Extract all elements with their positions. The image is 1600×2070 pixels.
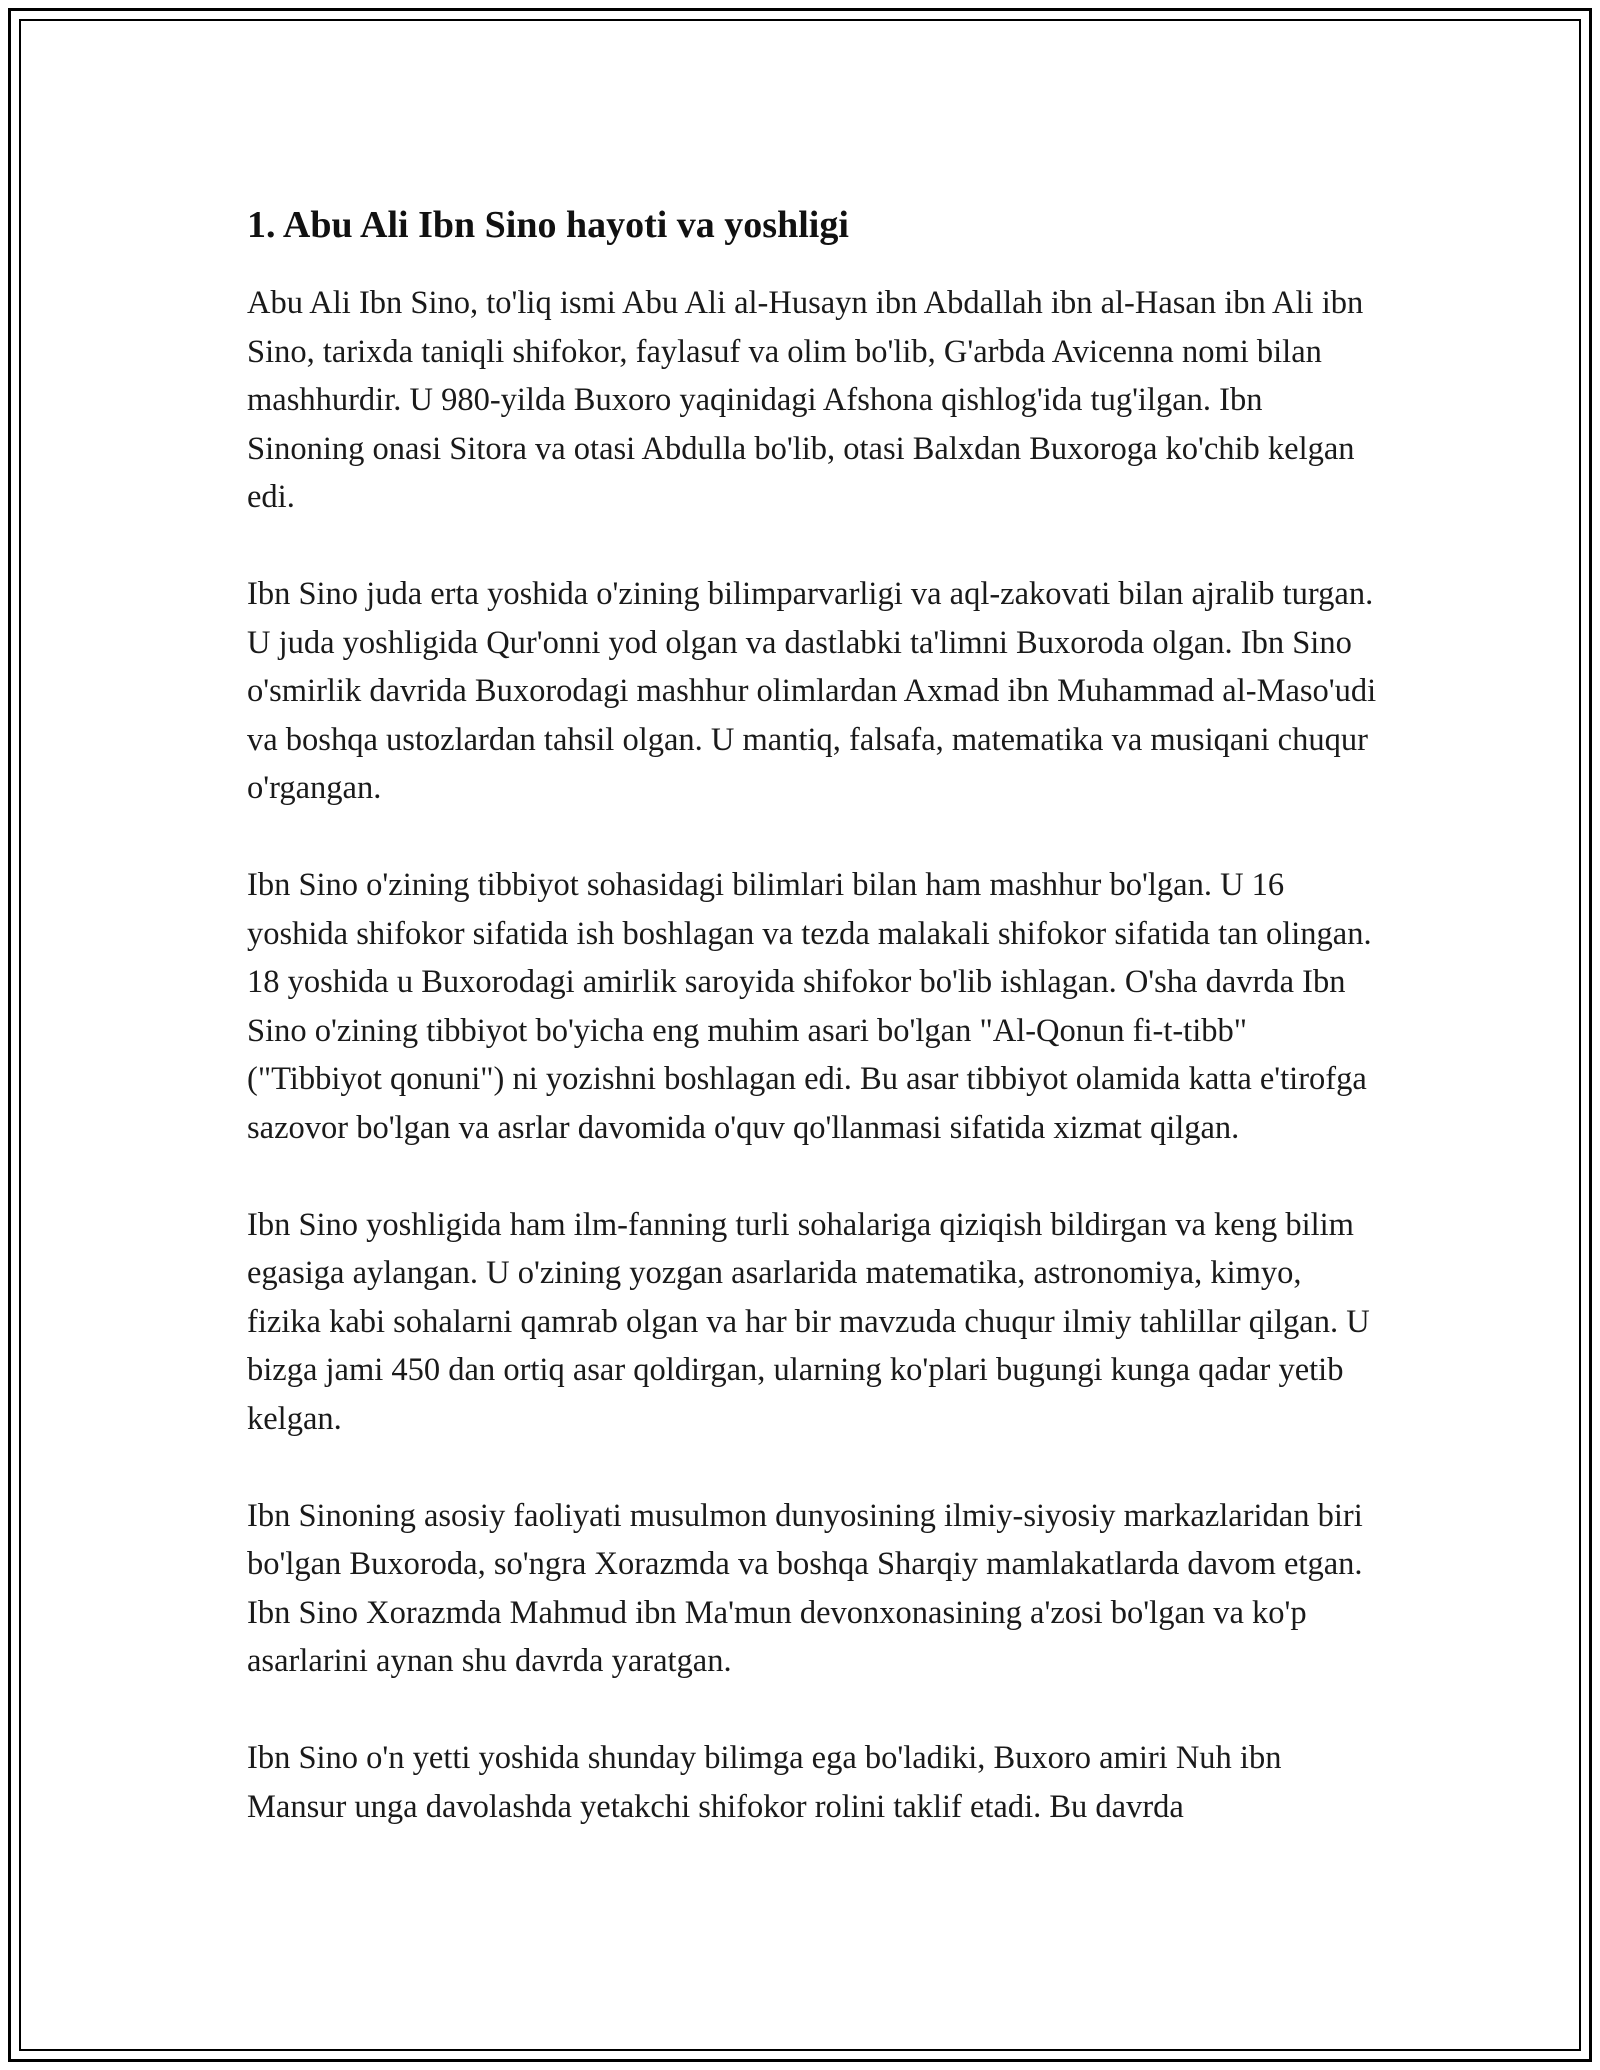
document-body — [247, 197, 1377, 1880]
paragraph: Ibn Sino yoshligida ham ilm-fanning turli sohalariga qiziqish bildirgan va keng bilim egasiga aylangan. U o'zining yozgan asarlarida matematika, astronomiya, kimyo, fizika kabi sohalarni qamrab olgan va har bir mavzuda chuqur ilmiy tahlillar qilgan. U bizga jami 450 dan ortiq asar qoldirgan, ularning ko'plari bugungi kunga qadar yetib kelgan. — [247, 1206, 1370, 1437]
section-heading: 1. Abu Ali Ibn Sino hayoti va yoshligi — [247, 204, 849, 246]
paragraph: Ibn Sinoning asosiy faoliyati musulmon dunyosining ilmiy-siyosiy markazlaridan biri bo'lgan Buxoroda, so'ngra Xorazmda va boshqa Sharqiy mamlakatlarda davom etgan. Ibn Sino Xorazmda Mahmud ibn Ma'mun devonxonasining a'zosi bo'lgan va ko'p asarlarini aynan shu davrda yaratgan. — [247, 1497, 1363, 1679]
paragraph: Ibn Sino o'zining tibbiyot sohasidagi bilimlari bilan ham mashhur bo'lgan. U 16 yoshida shifokor sifatida ish boshlagan va tezda malakali shifokor sifatida tan olingan. 18 yoshida u Buxorodagi amirlik saroyida shifokor bo'lib ishlagan. O'sha davrda Ibn Sino o'zining tibbiyot bo'yicha eng muhim asari bo'lgan "Al-Qonun fi-t-tibb" ("Tibbiyot qonuni") ni yozishni boshlagan edi. Bu asar tibbiyot olamida katta e'tirofga sazovor bo'lgan va asrlar davomida o'quv qo'llanmasi sifatida xizmat qilgan. — [247, 867, 1372, 1146]
paragraph: Ibn Sino juda erta yoshida o'zining bilimparvarligi va aql-zakovati bilan ajralib turgan. U juda yoshligida Qur'onni yod olgan va dastlabki ta'limni Buxoroda olgan. Ibn Sino o'smirlik davrida Buxorodagi mashhur olimlardan Axmad ibn Muhammad al-Maso'udi va boshqa ustozlardan tahsil olgan. U mantiq, falsafa, matematika va musiqani chuqur o'rgangan. — [247, 576, 1377, 806]
page-frame-outer — [8, 8, 1592, 2062]
paragraph: Abu Ali Ibn Sino, to'liq ismi Abu Ali al-Husayn ibn Abdallah ibn al-Hasan ibn Ali ibn Sino, tarixda taniqli shifokor, faylasuf va olim bo'lib, G'arbda Avicenna nomi bilan mashhurdir. U 980-yilda Buxoro yaqinidagi Afshona qishlog'ida tug'ilgan. Ibn Sinoning onasi Sitora va otasi Abdulla bo'lib, otasi Balxdan Buxoroga ko'chib kelgan edi. — [247, 285, 1364, 515]
paragraph: Ibn Sino o'n yetti yoshida shunday bilimga ega bo'ladiki, Buxoro amiri Nuh ibn Mansur unga davolashda yetakchi shifokor rolini taklif etadi. Bu davrda — [247, 1740, 1282, 1825]
